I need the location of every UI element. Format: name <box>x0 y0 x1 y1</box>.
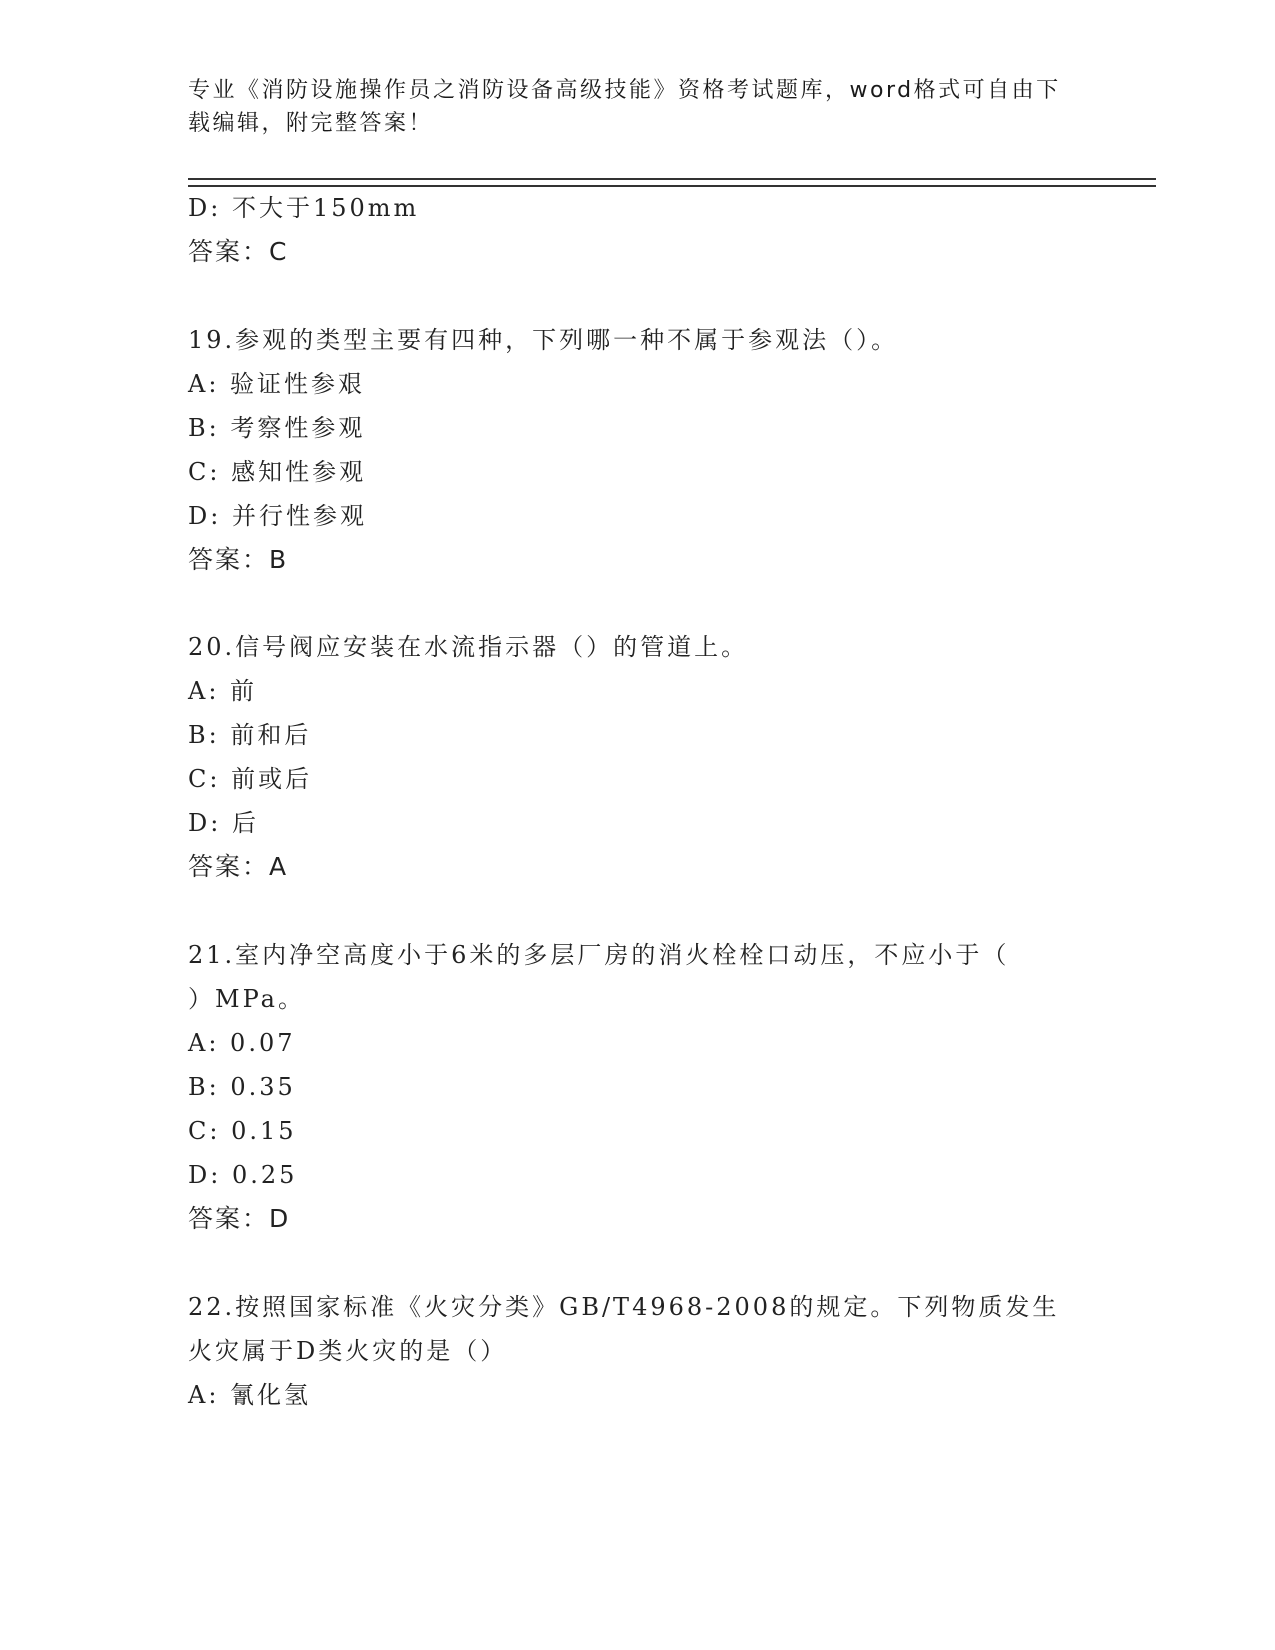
question-20-answer: 答案：A <box>188 852 289 881</box>
header-divider-bottom <box>188 185 1156 187</box>
question-19-option-c: C: 感知性参观 <box>188 458 367 486</box>
question-21-option-a: A: 0.07 <box>188 1029 296 1057</box>
question-20-option-d: D: 后 <box>188 809 259 837</box>
question-21-stem-line-1: 21.室内净空高度小于6米的多层厂房的消火栓栓口动压，不应小于（ <box>188 941 1010 969</box>
question-20-option-b: B: 前和后 <box>188 721 312 749</box>
header-line-2: 载编辑，附完整答案！ <box>188 111 434 136</box>
question-20-option-a: A: 前 <box>188 677 258 705</box>
question-22-stem-line-2: 火灾属于D类火灾的是（） <box>188 1337 508 1365</box>
question-21-option-c: C: 0.15 <box>188 1117 297 1145</box>
question-21-stem-line-2: ）MPa。 <box>188 985 305 1013</box>
question-22-stem-line-1: 22.按照国家标准《火灾分类》GB/T4968-2008的规定。下列物质发生 <box>188 1293 1060 1321</box>
question-19-option-d: D: 并行性参观 <box>188 502 367 530</box>
question-19-option-a: A: 验证性参艰 <box>188 370 366 398</box>
question-21-option-d: D: 0.25 <box>188 1161 298 1189</box>
document-header <box>188 74 1068 140</box>
question-20-option-c: C: 前或后 <box>188 765 313 793</box>
answer-label: 答案：C <box>188 237 289 266</box>
question-19-option-b: B: 考察性参观 <box>188 414 366 442</box>
question-20-stem: 20.信号阀应安装在水流指示器（）的管道上。 <box>188 633 749 661</box>
option-d: D: 不大于150mm <box>188 194 420 222</box>
question-21-answer: 答案：D <box>188 1204 291 1233</box>
header-line-1: 专业《消防设施操作员之消防设备高级技能》资格考试题库，word格式可自由下 <box>188 78 1061 103</box>
header-divider-top <box>188 178 1156 180</box>
question-22-option-a: A: 氰化氢 <box>188 1381 312 1409</box>
question-21-option-b: B: 0.35 <box>188 1073 296 1101</box>
question-19-answer: 答案：B <box>188 545 289 574</box>
question-19-stem: 19.参观的类型主要有四种，下列哪一种不属于参观法（）。 <box>188 326 899 354</box>
